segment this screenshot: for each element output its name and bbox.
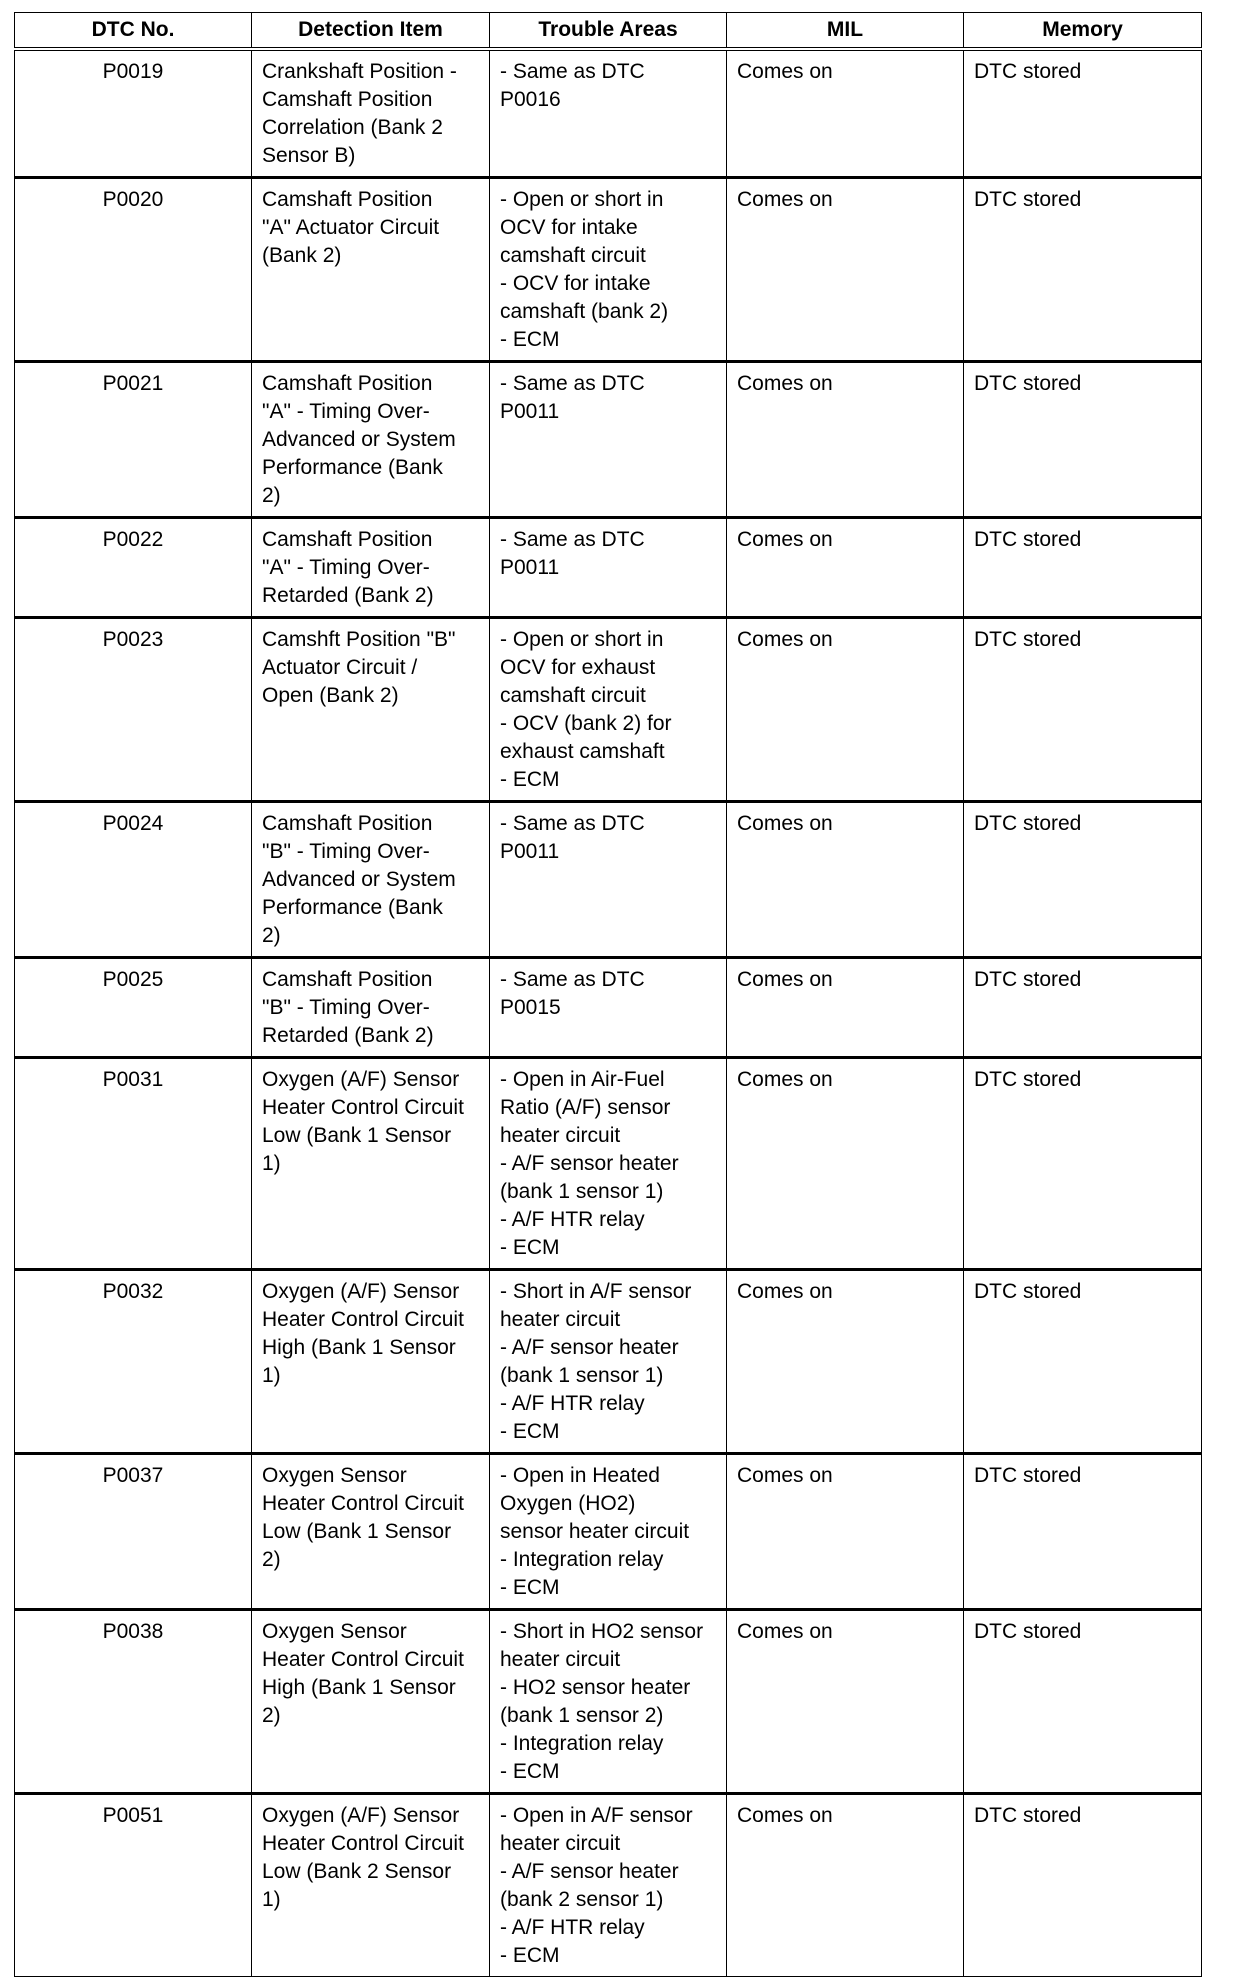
- memory-cell: DTC stored: [964, 958, 1202, 1058]
- dtc-number-cell: P0019: [15, 49, 252, 178]
- trouble-area-line: (bank 1 sensor 1): [500, 1180, 664, 1203]
- trouble-area-line: Ratio (A/F) sensor: [500, 1096, 671, 1119]
- trouble-area-line: - A/F sensor heater: [500, 1336, 679, 1359]
- mil-cell: Comes on: [727, 1454, 964, 1610]
- detection-item-cell: [252, 1058, 490, 1270]
- dtc-document: [14, 12, 1201, 1977]
- detection-item-line: "B" - Timing Over-: [262, 840, 430, 863]
- trouble-area-line: - Short in HO2 sensor: [500, 1620, 704, 1643]
- table-row: [15, 618, 1202, 802]
- trouble-area-line: - ECM: [500, 1576, 560, 1599]
- detection-item-line: Performance (Bank: [262, 456, 443, 479]
- table-row: [15, 362, 1202, 518]
- mil-cell: Comes on: [727, 518, 964, 618]
- trouble-areas-cell: [490, 362, 727, 518]
- table-row: [15, 1270, 1202, 1454]
- trouble-area-line: - Same as DTC: [500, 528, 645, 551]
- table-row: [15, 958, 1202, 1058]
- detection-item-line: "A" - Timing Over-: [262, 556, 430, 579]
- trouble-area-line: heater circuit: [500, 1124, 621, 1147]
- trouble-area-line: - A/F HTR relay: [500, 1208, 645, 1231]
- trouble-area-line: OCV for intake: [500, 216, 638, 239]
- trouble-area-line: - Same as DTC: [500, 968, 645, 991]
- memory-cell: DTC stored: [964, 178, 1202, 362]
- trouble-area-line: sensor heater circuit: [500, 1520, 690, 1543]
- memory-cell: DTC stored: [964, 49, 1202, 178]
- detection-item-line: Crankshaft Position -: [262, 60, 457, 83]
- detection-item-line: Low (Bank 1 Sensor: [262, 1124, 452, 1147]
- trouble-area-line: - Same as DTC: [500, 372, 645, 395]
- dtc-number-cell: P0032: [15, 1270, 252, 1454]
- dtc-number-cell: P0025: [15, 958, 252, 1058]
- detection-item-line: High (Bank 1 Sensor: [262, 1676, 456, 1699]
- mil-cell: Comes on: [727, 1058, 964, 1270]
- detection-item-cell: [252, 802, 490, 958]
- detection-item-line: Camshft Position "B": [262, 628, 456, 651]
- trouble-area-line: P0011: [500, 400, 560, 423]
- trouble-area-line: P0011: [500, 840, 560, 863]
- mil-cell: Comes on: [727, 958, 964, 1058]
- detection-item-line: Camshaft Position: [262, 372, 433, 395]
- table-row: [15, 518, 1202, 618]
- trouble-area-line: P0015: [500, 996, 561, 1019]
- detection-item-line: Retarded (Bank 2): [262, 1024, 434, 1047]
- detection-item-line: Retarded (Bank 2): [262, 584, 434, 607]
- detection-item-line: 2): [262, 1548, 281, 1571]
- trouble-areas-cell: [490, 958, 727, 1058]
- header-mil: MIL: [727, 13, 964, 50]
- trouble-area-line: (bank 2 sensor 1): [500, 1888, 664, 1911]
- trouble-areas-cell: [490, 1270, 727, 1454]
- trouble-area-line: - OCV for intake: [500, 272, 651, 295]
- table-row: [15, 802, 1202, 958]
- trouble-area-line: - A/F HTR relay: [500, 1916, 645, 1939]
- table-header-row: [15, 13, 1202, 50]
- detection-item-cell: [252, 178, 490, 362]
- header-trouble-areas: Trouble Areas: [490, 13, 727, 50]
- detection-item-line: Advanced or System: [262, 428, 456, 451]
- trouble-area-line: camshaft circuit: [500, 684, 646, 707]
- detection-item-line: Heater Control Circuit: [262, 1096, 464, 1119]
- detection-item-line: Heater Control Circuit: [262, 1832, 464, 1855]
- table-row: [15, 49, 1202, 178]
- trouble-area-line: P0011: [500, 556, 560, 579]
- detection-item-line: 1): [262, 1888, 281, 1911]
- trouble-area-line: - ECM: [500, 1420, 560, 1443]
- header-dtc-no: DTC No.: [15, 13, 252, 50]
- table-row: [15, 1058, 1202, 1270]
- trouble-areas-cell: [490, 618, 727, 802]
- mil-cell: Comes on: [727, 1270, 964, 1454]
- detection-item-line: 2): [262, 924, 281, 947]
- trouble-area-line: - A/F sensor heater: [500, 1860, 679, 1883]
- detection-item-line: 2): [262, 484, 281, 507]
- detection-item-line: 1): [262, 1364, 281, 1387]
- trouble-area-line: - A/F sensor heater: [500, 1152, 679, 1175]
- table-row: [15, 1610, 1202, 1794]
- table-row: [15, 1454, 1202, 1610]
- trouble-areas-cell: [490, 1454, 727, 1610]
- trouble-areas-cell: [490, 1058, 727, 1270]
- trouble-area-line: heater circuit: [500, 1832, 621, 1855]
- detection-item-line: 2): [262, 1704, 281, 1727]
- detection-item-line: Performance (Bank: [262, 896, 443, 919]
- dtc-table: [14, 12, 1202, 1977]
- memory-cell: DTC stored: [964, 362, 1202, 518]
- detection-item-line: Sensor B): [262, 144, 356, 167]
- memory-cell: DTC stored: [964, 1454, 1202, 1610]
- detection-item-line: Camshaft Position: [262, 968, 433, 991]
- detection-item-line: Heater Control Circuit: [262, 1308, 464, 1331]
- trouble-areas-cell: [490, 802, 727, 958]
- trouble-area-line: - ECM: [500, 328, 560, 351]
- trouble-area-line: heater circuit: [500, 1648, 621, 1671]
- trouble-area-line: (bank 1 sensor 1): [500, 1364, 664, 1387]
- trouble-area-line: camshaft (bank 2): [500, 300, 669, 323]
- trouble-area-line: (bank 1 sensor 2): [500, 1704, 664, 1727]
- trouble-areas-cell: [490, 1794, 727, 1977]
- detection-item-line: High (Bank 1 Sensor: [262, 1336, 456, 1359]
- mil-cell: Comes on: [727, 1610, 964, 1794]
- detection-item-cell: [252, 1794, 490, 1977]
- memory-cell: DTC stored: [964, 618, 1202, 802]
- trouble-area-line: - ECM: [500, 768, 560, 791]
- detection-item-line: Oxygen (A/F) Sensor: [262, 1804, 460, 1827]
- trouble-area-line: - Open in Heated: [500, 1464, 660, 1487]
- trouble-area-line: exhaust camshaft: [500, 740, 665, 763]
- trouble-area-line: - Integration relay: [500, 1732, 664, 1755]
- detection-item-line: Camshaft Position: [262, 812, 433, 835]
- detection-item-line: Advanced or System: [262, 868, 456, 891]
- detection-item-cell: [252, 362, 490, 518]
- dtc-number-cell: P0037: [15, 1454, 252, 1610]
- detection-item-line: Low (Bank 1 Sensor: [262, 1520, 452, 1543]
- dtc-number-cell: P0031: [15, 1058, 252, 1270]
- mil-cell: Comes on: [727, 362, 964, 518]
- memory-cell: DTC stored: [964, 1058, 1202, 1270]
- detection-item-line: Camshaft Position: [262, 188, 433, 211]
- mil-cell: Comes on: [727, 178, 964, 362]
- detection-item-cell: [252, 1270, 490, 1454]
- detection-item-line: Heater Control Circuit: [262, 1648, 464, 1671]
- dtc-number-cell: P0038: [15, 1610, 252, 1794]
- detection-item-line: Heater Control Circuit: [262, 1492, 464, 1515]
- trouble-area-line: camshaft circuit: [500, 244, 646, 267]
- mil-cell: Comes on: [727, 802, 964, 958]
- detection-item-line: Actuator Circuit /: [262, 656, 418, 679]
- trouble-area-line: P0016: [500, 88, 561, 111]
- trouble-area-line: - ECM: [500, 1236, 560, 1259]
- mil-cell: Comes on: [727, 49, 964, 178]
- detection-item-cell: [252, 1454, 490, 1610]
- trouble-area-line: - Open or short in: [500, 188, 664, 211]
- table-body: [15, 49, 1202, 1977]
- detection-item-cell: [252, 518, 490, 618]
- detection-item-line: "A" - Timing Over-: [262, 400, 430, 423]
- trouble-area-line: OCV for exhaust: [500, 656, 656, 679]
- detection-item-line: Oxygen (A/F) Sensor: [262, 1068, 460, 1091]
- trouble-area-line: - A/F HTR relay: [500, 1392, 645, 1415]
- trouble-area-line: - OCV (bank 2) for: [500, 712, 672, 735]
- detection-item-line: Camshaft Position: [262, 528, 433, 551]
- header-memory: Memory: [964, 13, 1202, 50]
- detection-item-line: Oxygen Sensor: [262, 1620, 407, 1643]
- dtc-number-cell: P0051: [15, 1794, 252, 1977]
- mil-cell: Comes on: [727, 618, 964, 802]
- trouble-area-line: - Same as DTC: [500, 812, 645, 835]
- trouble-areas-cell: [490, 518, 727, 618]
- detection-item-cell: [252, 49, 490, 178]
- memory-cell: DTC stored: [964, 1610, 1202, 1794]
- detection-item-line: Camshaft Position: [262, 88, 433, 111]
- table-row: [15, 178, 1202, 362]
- detection-item-cell: [252, 618, 490, 802]
- trouble-areas-cell: [490, 178, 727, 362]
- trouble-area-line: - Open in A/F sensor: [500, 1804, 693, 1827]
- dtc-number-cell: P0020: [15, 178, 252, 362]
- memory-cell: DTC stored: [964, 1270, 1202, 1454]
- detection-item-line: "A" Actuator Circuit: [262, 216, 440, 239]
- trouble-area-line: - Short in A/F sensor: [500, 1280, 692, 1303]
- detection-item-line: "B" - Timing Over-: [262, 996, 430, 1019]
- trouble-area-line: - Open or short in: [500, 628, 664, 651]
- trouble-area-line: heater circuit: [500, 1308, 621, 1331]
- detection-item-line: Oxygen (A/F) Sensor: [262, 1280, 460, 1303]
- trouble-area-line: Oxygen (HO2): [500, 1492, 636, 1515]
- header-detection-item: Detection Item: [252, 13, 490, 50]
- trouble-areas-cell: [490, 49, 727, 178]
- dtc-number-cell: P0023: [15, 618, 252, 802]
- dtc-number-cell: P0022: [15, 518, 252, 618]
- trouble-area-line: - Open in Air-Fuel: [500, 1068, 665, 1091]
- detection-item-line: (Bank 2): [262, 244, 342, 267]
- detection-item-line: Open (Bank 2): [262, 684, 399, 707]
- detection-item-line: Low (Bank 2 Sensor: [262, 1860, 452, 1883]
- trouble-area-line: - Integration relay: [500, 1548, 664, 1571]
- dtc-number-cell: P0021: [15, 362, 252, 518]
- table-row: [15, 1794, 1202, 1977]
- detection-item-cell: [252, 958, 490, 1058]
- mil-cell: Comes on: [727, 1794, 964, 1977]
- trouble-area-line: - HO2 sensor heater: [500, 1676, 691, 1699]
- trouble-area-line: - ECM: [500, 1944, 560, 1967]
- memory-cell: DTC stored: [964, 802, 1202, 958]
- detection-item-cell: [252, 1610, 490, 1794]
- detection-item-line: Correlation (Bank 2: [262, 116, 443, 139]
- detection-item-line: 1): [262, 1152, 281, 1175]
- dtc-number-cell: P0024: [15, 802, 252, 958]
- memory-cell: DTC stored: [964, 1794, 1202, 1977]
- trouble-area-line: - Same as DTC: [500, 60, 645, 83]
- trouble-area-line: - ECM: [500, 1760, 560, 1783]
- trouble-areas-cell: [490, 1610, 727, 1794]
- detection-item-line: Oxygen Sensor: [262, 1464, 407, 1487]
- memory-cell: DTC stored: [964, 518, 1202, 618]
